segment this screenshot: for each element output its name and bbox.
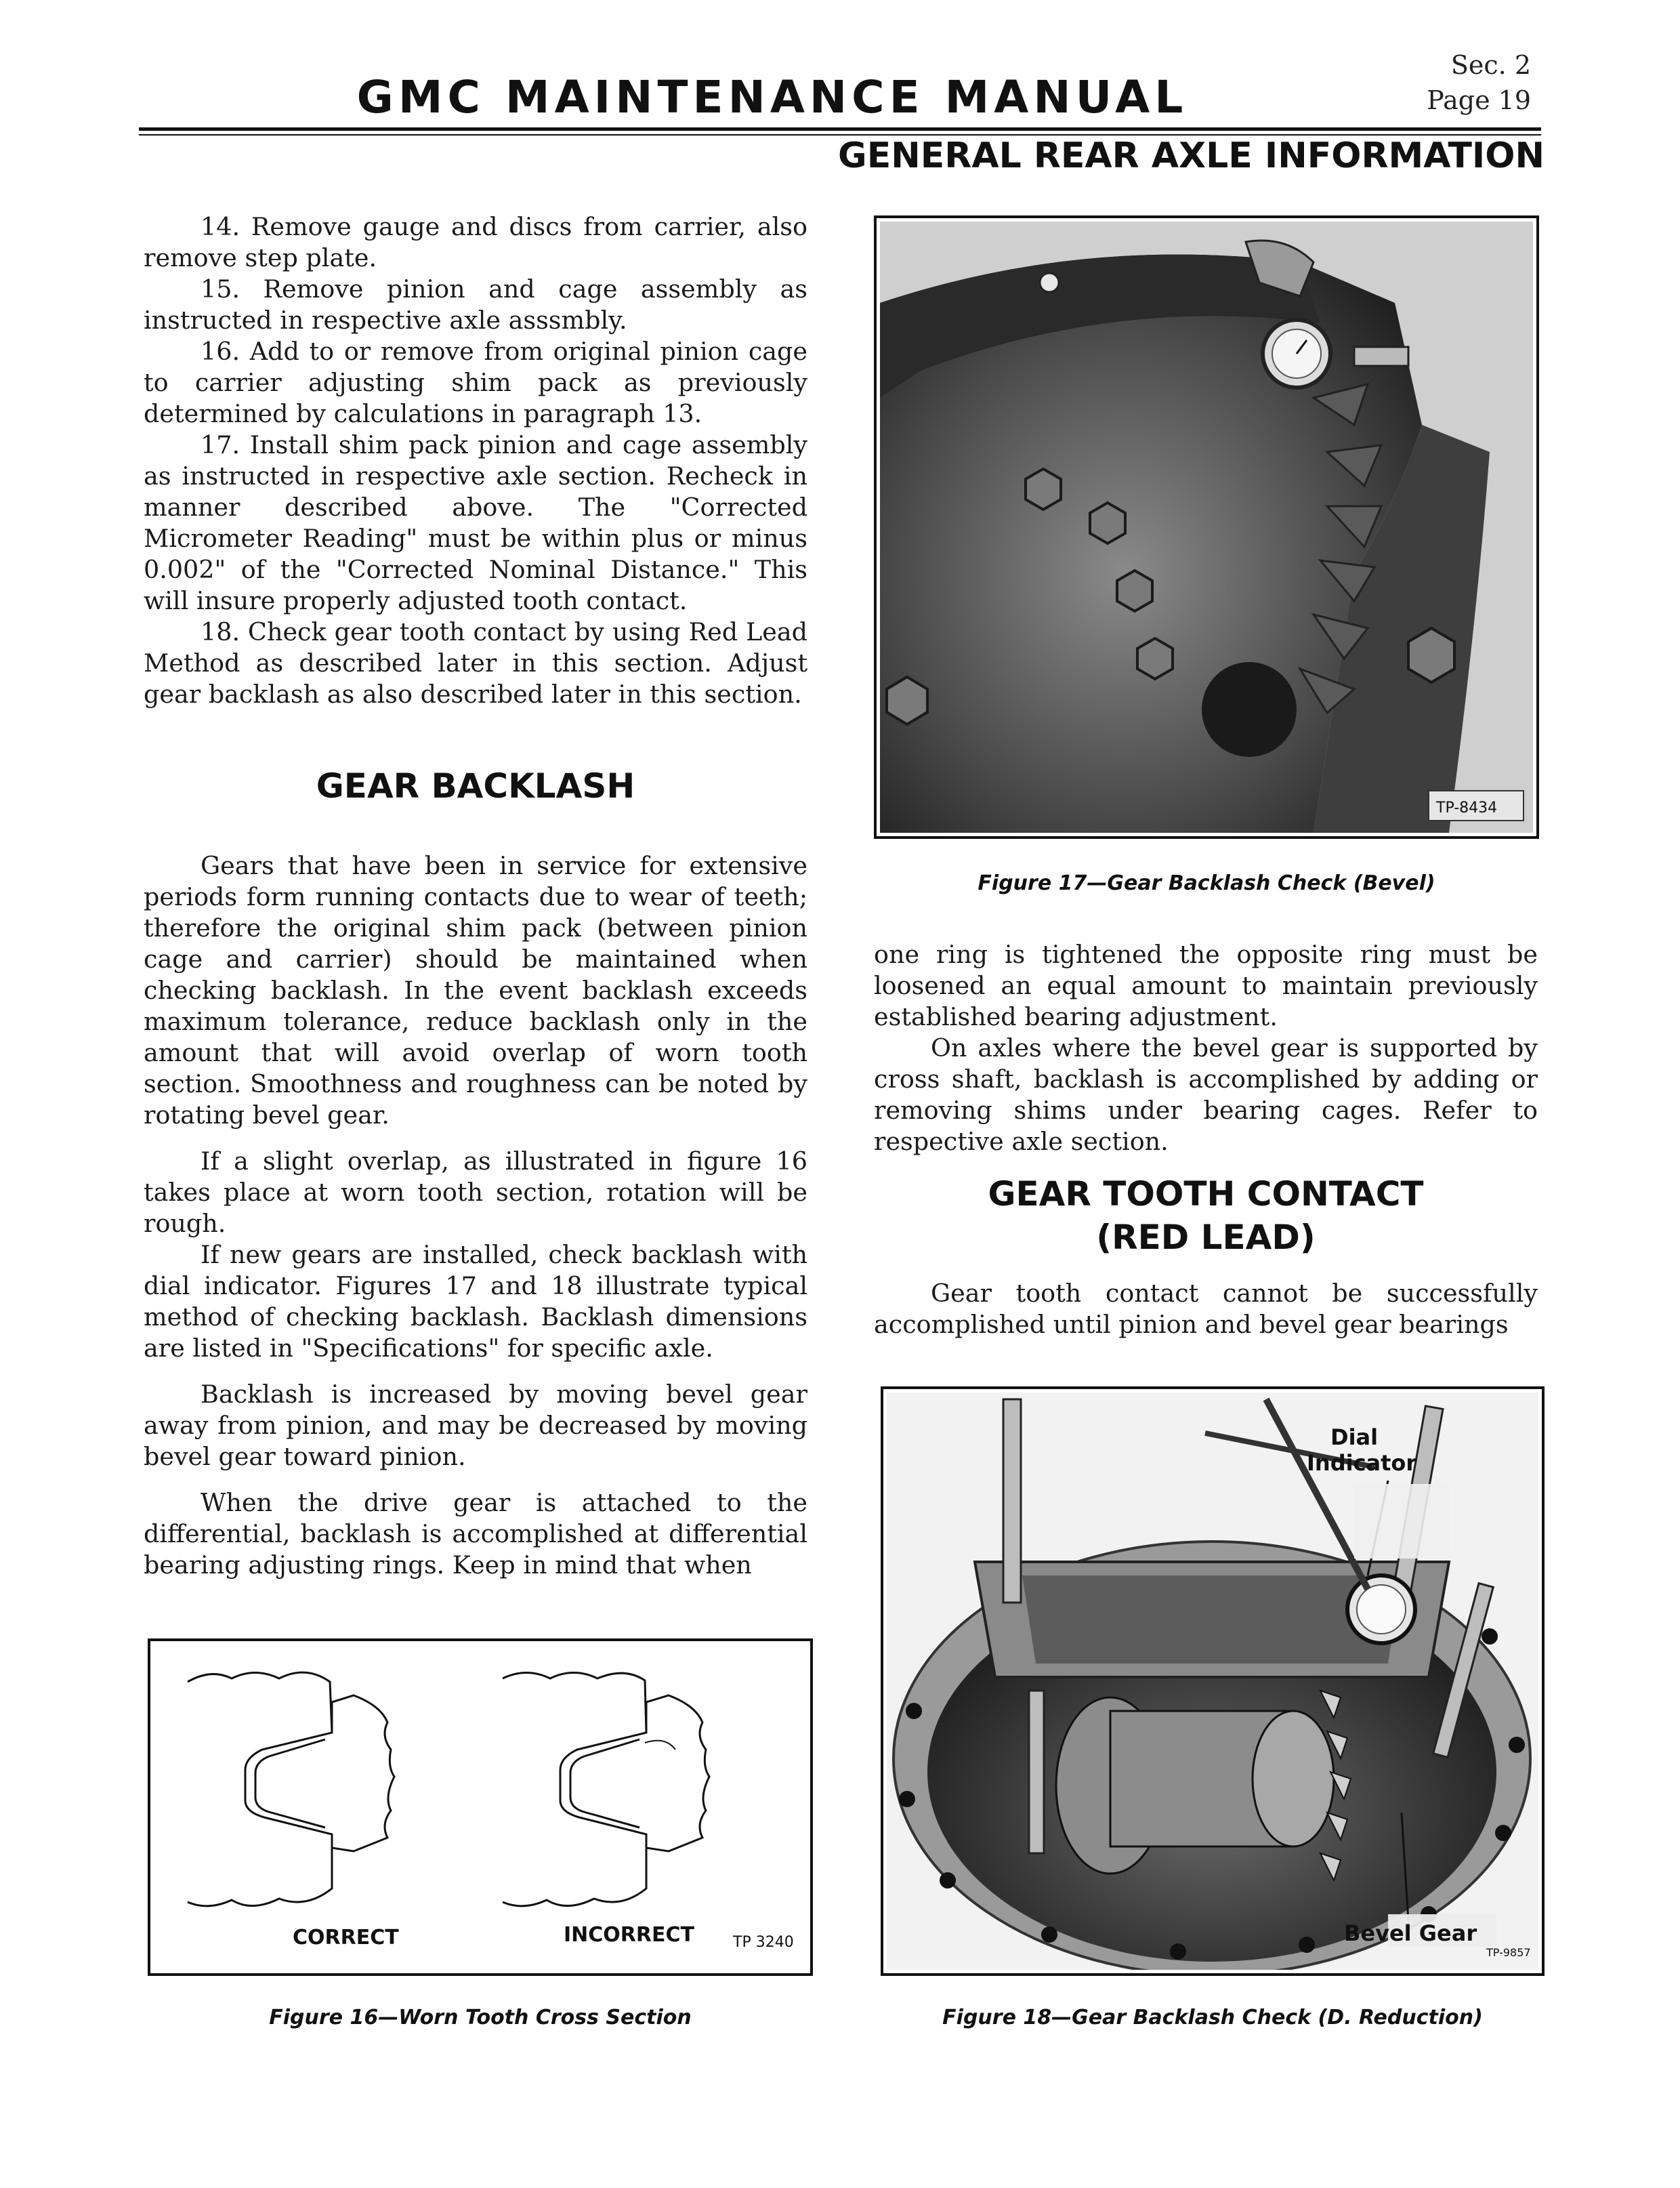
heading-line-2: (RED LEAD) (1096, 1218, 1316, 1257)
figure-16-caption: Figure 16—Worn Tooth Cross Section (269, 2006, 692, 2029)
figure-18-tp-code: TP-9857 (1486, 1946, 1531, 1959)
dial-label-line-1: Dial (1330, 1424, 1379, 1450)
right-text-block (874, 939, 1538, 1157)
incorrect-tooth-drawing (503, 1673, 709, 1906)
bevel-gear-photo (880, 222, 1533, 833)
figure-17-caption: Figure 17—Gear Backlash Check (Bevel) (978, 871, 1435, 895)
page-number: Page 19 (1427, 85, 1531, 115)
backlash-para-5: When the drive gear is attached to the differential, backlash is accomplished at differential bearing adjusting rings. Keep in mind that when (144, 1488, 807, 1580)
backlash-para-1: Gears that have been in service for extensive periods form running contacts due to wear of teeth; therefore the original shim pack (between pinion cage and carrier) should be maintained when checking backlash. In the event backlash exceeds maximum tolerance, reduce backlash only in the amount that will avoid overlap of worn tooth section. Smoothness and roughness can be noted by rotating bevel gear. (144, 851, 807, 1130)
section-page-info (1409, 47, 1531, 118)
right-para-1: one ring is tightened the opposite ring must be loosened an equal amount to maintain previously established bearing adjustment. (874, 940, 1538, 1031)
step-16: 16. Add to or remove from original pinion cage to carrier adjusting shim pack as previously determined by calculations in paragraph 13. (144, 337, 807, 428)
double-reduction-photo (887, 1392, 1538, 1970)
step-18: 18. Check gear tooth contact by using Red Lead Method as described later in this section. Adjust gear backlash as also described later in this section. (144, 617, 807, 709)
header-rule-thick (139, 127, 1541, 131)
right-para-2: On axles where the bevel gear is supported by cross shaft, backlash is accomplished by adding or removing shims under bearing cages. Refer to respective axle section. (874, 1033, 1538, 1156)
section-title: GENERAL REAR AXLE INFORMATION (838, 136, 1545, 176)
backlash-para-4: Backlash is increased by moving bevel gear away from pinion, and may be decreased by moving bevel gear toward pinion. (144, 1380, 807, 1471)
backlash-para-2: If a slight overlap, as illustrated in figure 16 takes place at worn tooth section, rotation will be rough. (144, 1147, 807, 1238)
step-14: 14. Remove gauge and discs from carrier, also remove step plate. (144, 212, 807, 272)
dial-label-line-2: Indicator (1307, 1450, 1417, 1476)
figure-17-tp-code: TP-8434 (1436, 800, 1498, 817)
manual-title: GMC MAINTENANCE MANUAL (356, 71, 1188, 123)
correct-label: CORRECT (293, 1926, 399, 1949)
gear-tooth-contact-heading (874, 1172, 1538, 1259)
gear-backlash-body (144, 850, 807, 1581)
figure-16-box (148, 1638, 813, 1976)
figure-18-caption: Figure 18—Gear Backlash Check (D. Reduction) (942, 2006, 1483, 2029)
backlash-para-3: If new gears are installed, check backlash with dial indicator. Figures 17 and 18 illustrate typical method of checking backlash. Backlash dimensions are listed in "Specifications" for specific axle. (144, 1240, 807, 1363)
right-para-3: Gear tooth contact cannot be successfully accomplished until pinion and bevel gear bearings (874, 1279, 1538, 1339)
step-15: 15. Remove pinion and cage assembly as instructed in respective axle asssmbly. (144, 274, 807, 335)
figure-17-box (874, 215, 1539, 839)
incorrect-label: INCORRECT (564, 1923, 694, 1947)
bevel-gear-label: Bevel Gear (1344, 1920, 1477, 1946)
figure-16-tp-code: TP 3240 (733, 1934, 794, 1951)
step-17: 17. Install shim pack pinion and cage assembly as instructed in respective axle section. Recheck in manner described above. The "Corrected Micrometer Reading" must be within plus or minus 0.002" of the "Corrected Nominal Distance." This will insure properly adjusted tooth contact. (144, 430, 807, 615)
heading-line-1: GEAR TOOTH CONTACT (988, 1174, 1424, 1214)
worn-tooth-diagram (150, 1641, 810, 1973)
gear-backlash-heading: GEAR BACKLASH (316, 766, 635, 806)
section-number: Sec. 2 (1450, 50, 1531, 80)
steps-block (144, 211, 807, 710)
figure-18-box (881, 1386, 1545, 1976)
tooth-contact-body (874, 1278, 1538, 1340)
correct-tooth-drawing (181, 1668, 394, 1908)
